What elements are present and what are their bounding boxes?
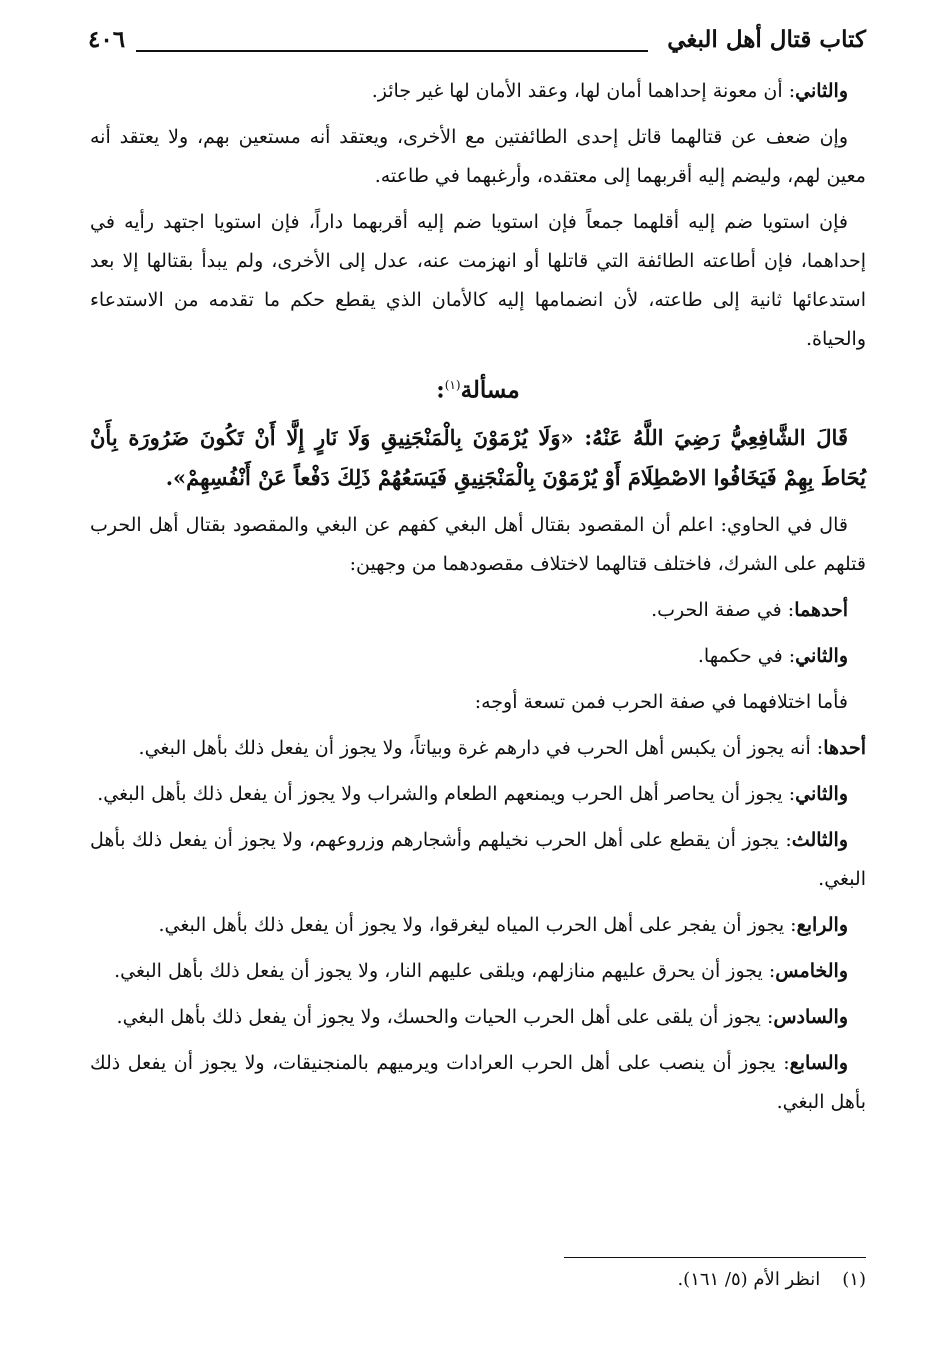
paragraph-text: : يجوز أن يفجر على أهل الحرب المياه ليغرقوا، ولا يجوز أن يفعل ذلك بأهل البغي. <box>158 913 797 936</box>
paragraph <box>90 203 866 359</box>
heading-suffix: : <box>436 376 445 404</box>
paragraph-lead: والرابع <box>796 913 848 936</box>
paragraph <box>90 775 866 814</box>
paragraph <box>90 729 866 768</box>
footnote-text: انظر الأم (٥/ ١٦١). <box>677 1269 821 1290</box>
heading-text: مسألة <box>460 376 520 404</box>
quote-text: قَالَ الشَّافِعِيُّ رَضِيَ اللَّهُ عَنْهُ: «وَلَا يُرْمَوْنَ بِالْمَنْجَنِيقِ وَلَا نَارٍ إِلَّا أَنْ تَكُونَ ضَرُورَة بِأَنْ يُحَاطَ بِهِمْ فَيَخَافُوا الاصْطِلَامَ أَوْ يُرْمَوْنَ بِالْمَنْجَنِيقِ فَيَسَعُهُمْ ذَلِكَ دَفْعاً عَنْ أَنْفُسِهِمْ». <box>90 424 866 490</box>
paragraph <box>90 1044 866 1122</box>
paragraph <box>90 998 866 1037</box>
paragraph <box>90 821 866 899</box>
paragraph-text: : أنه يجوز أن يكبس أهل الحرب في دارهم غرة وبياتاً، ولا يجوز أن يفعل ذلك بأهل البغي. <box>138 736 824 759</box>
paragraph-text: : أن معونة إحداهما أمان لها، وعقد الأمان لها غير جائز. <box>371 80 796 102</box>
paragraph-lead: والسابع <box>789 1051 848 1074</box>
paragraph-lead: والثاني <box>795 644 848 667</box>
paragraph <box>90 637 866 676</box>
page-body <box>90 72 866 1129</box>
paragraph-text: قال في الحاوي: اعلم أن المقصود بقتال أهل البغي كفهم عن البغي والمقصود بقتال أهل الحرب قتلهم على الشرك، فاختلف قتالهما لاختلاف مقصودهما من وجهين: <box>90 513 866 575</box>
paragraph <box>90 683 866 722</box>
paragraph-lead: أحدهما <box>794 598 848 621</box>
paragraph-lead: والثالث <box>791 828 848 851</box>
footnote-marker: (١) <box>842 1269 866 1290</box>
paragraph-text: فأما اختلافهما في صفة الحرب فمن تسعة أوجه: <box>474 690 848 713</box>
paragraph-text: فإن استويا ضم إليه أقلهما جمعاً فإن استويا ضم إليه أقربهما داراً، فإن استويا اجتهد رأيه في إحداهما، فإن أطاعته الطائفة التي قاتلها أو انهزمت عنه، عدل إلى الأخرى، ولم يبدأ بقتالها إلا بعد استدعائها ثانية إلى طاعته، لأن انضمامها إليه كالأمان الذي يقطع حكم ما تقدمه من الاستدعاء والحياة. <box>90 211 866 350</box>
paragraph-lead: والثاني <box>795 80 848 102</box>
paragraph-text: : يجوز أن يقطع على أهل الحرب نخيلهم وأشجارهم وزروعهم، ولا يجوز أن يفعل ذلك بأهل البغي. <box>90 828 866 890</box>
footnote-reference: (١) <box>444 378 461 392</box>
paragraph-text: : في صفة الحرب. <box>651 598 795 621</box>
shafii-quote <box>90 418 866 498</box>
paragraph <box>90 952 866 991</box>
paragraph <box>90 72 866 111</box>
paragraph-text: وإن ضعف عن قتالهما قاتل إحدى الطائفتين مع الأخرى، ويعتقد أنه مستعين بهم، ولا يعتقد أنه معين لهم، وليضم إليه أقربهما إلى معتقده، وأرغبهما في طاعته. <box>90 126 866 187</box>
paragraph-text: : يجوز أن يحاصر أهل الحرب ويمنعهم الطعام والشراب ولا يجوز أن يفعل ذلك بأهل البغي. <box>97 782 796 805</box>
page-number: ٤٠٦ <box>88 26 126 53</box>
paragraph-text: : يجوز أن يحرق عليهم منازلهم، ويلقى عليهم النار، ولا يجوز أن يفعل ذلك بأهل البغي. <box>114 959 776 982</box>
page-header <box>88 20 866 60</box>
running-title: كتاب قتال أهل البغي <box>667 26 866 53</box>
section-heading <box>90 366 866 410</box>
paragraph <box>90 591 866 630</box>
paragraph-lead: أحدها <box>823 736 866 759</box>
paragraph-lead: والسادس <box>773 1005 848 1028</box>
paragraph <box>90 118 866 196</box>
paragraph <box>90 506 866 584</box>
paragraph-text: : في حكمها. <box>697 644 796 667</box>
header-rule <box>136 50 648 52</box>
paragraph-text: : يجوز أن ينصب على أهل الحرب العرادات ويرميهم بالمنجنيقات، ولا يجوز أن يفعل ذلك بأهل البغي. <box>90 1051 866 1113</box>
footnote-rule <box>564 1257 866 1258</box>
footnote <box>677 1266 866 1294</box>
paragraph-lead: والخامس <box>775 959 848 982</box>
paragraph-lead: والثاني <box>795 782 848 805</box>
paragraph-text: : يجوز أن يلقى على أهل الحرب الحيات والحسك، ولا يجوز أن يفعل ذلك بأهل البغي. <box>116 1005 774 1028</box>
paragraph <box>90 906 866 945</box>
